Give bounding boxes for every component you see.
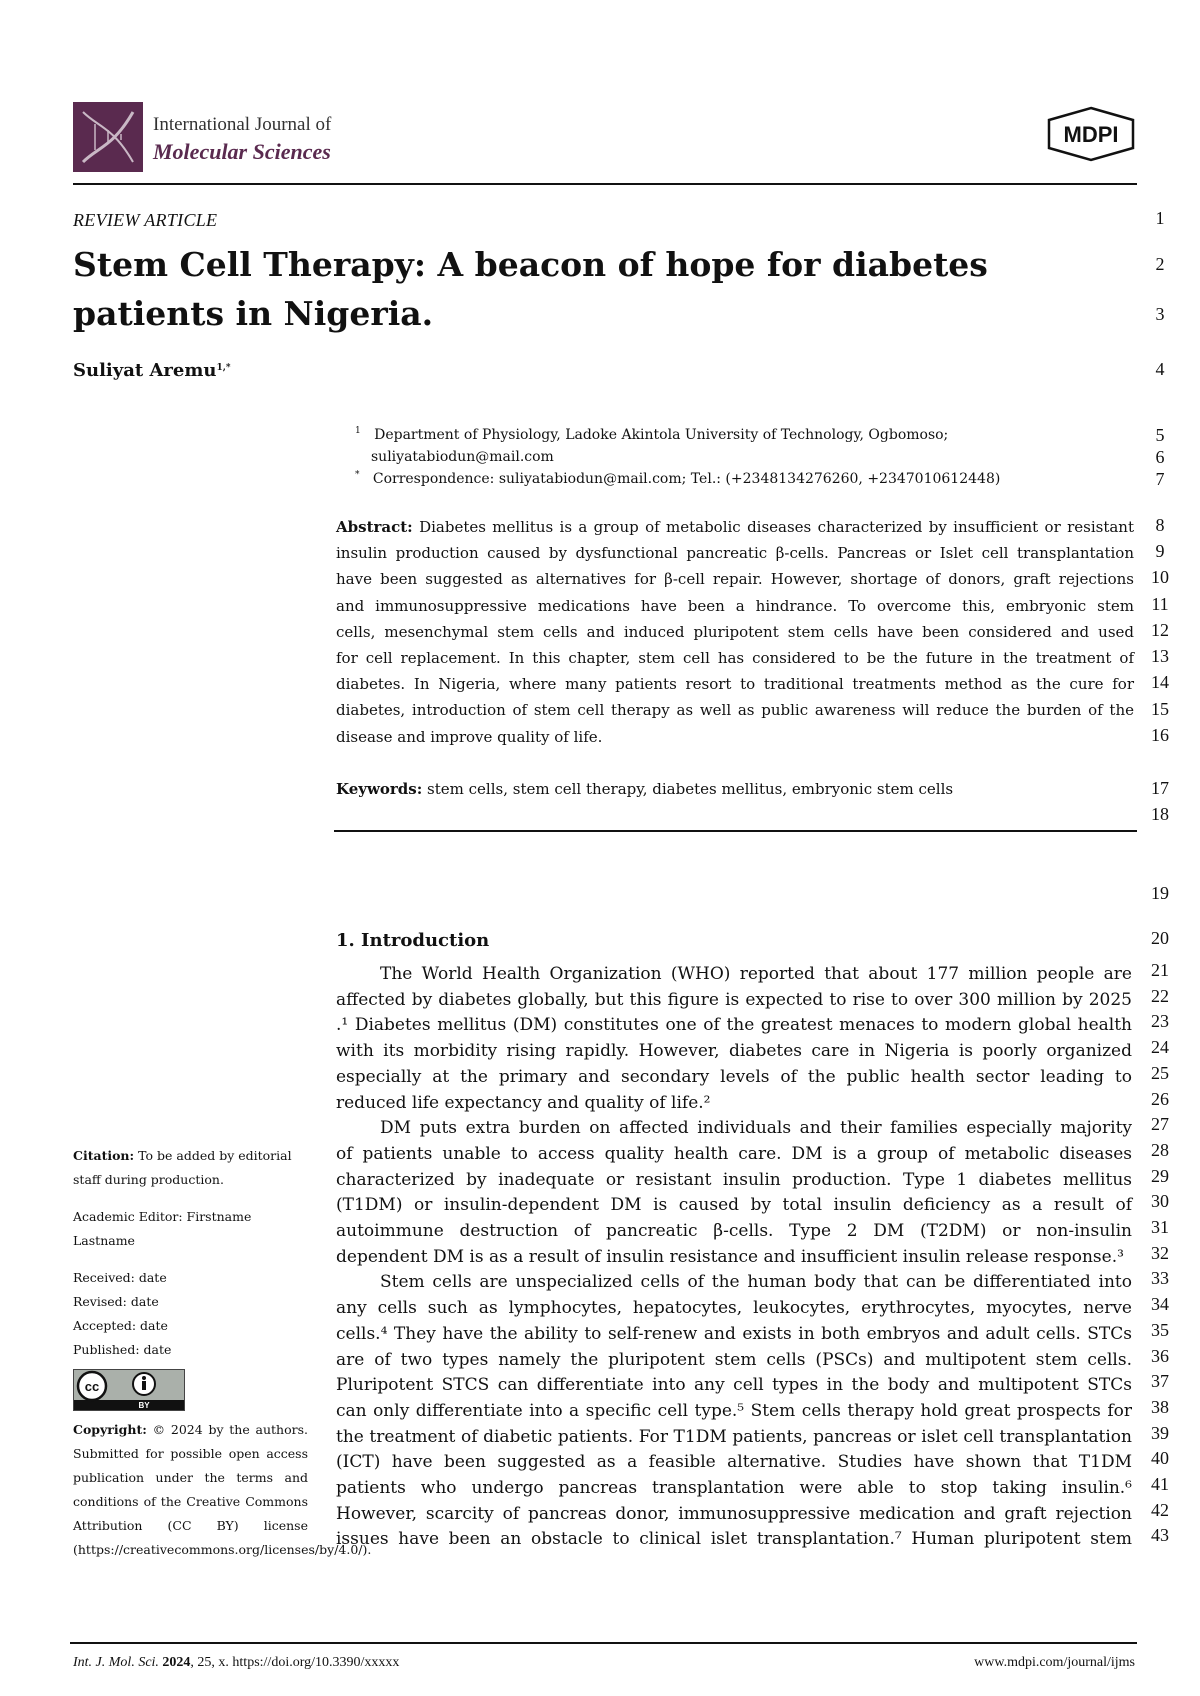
abstract-line — [336, 700, 1134, 720]
abstract-line — [336, 517, 1134, 537]
paragraph-line: DM puts extra burden on affected individuals and their families especially majority — [380, 1118, 1132, 1139]
line-number: 10 — [1151, 567, 1169, 587]
abstract-line — [336, 622, 1134, 642]
abstract-line — [336, 596, 1134, 616]
journal-name-line2: Molecular Sciences — [153, 139, 331, 164]
header-divider — [73, 183, 1137, 185]
line-number: 11 — [1151, 594, 1169, 614]
paragraph-line: The World Health Organization (WHO) reported that about 177 million people are — [380, 964, 1132, 984]
abstract-text: Diabetes mellitus is a group of metabolic diseases characterized by insufficient or resistant — [419, 518, 1134, 536]
abstract-text: insulin production caused by dysfunctional pancreatic β-cells. Pancreas or Islet cell transplantation — [336, 544, 1134, 563]
copyright-label: Copyright: — [73, 1422, 147, 1437]
line-number: 6 — [1155, 447, 1165, 467]
footer-journal-url[interactable]: www.mdpi.com/journal/ijms — [974, 1655, 1135, 1670]
line-number: 37 — [1151, 1371, 1169, 1392]
footer-doi[interactable]: , 25, x. https://doi.org/10.3390/xxxxx — [190, 1655, 400, 1670]
paragraph-line: the treatment of diabetic patients. For T1DM patients, pancreas or islet cell transplantation — [336, 1426, 1132, 1447]
line-number: 5 — [1155, 425, 1165, 445]
abstract-line — [336, 727, 1134, 747]
line-number: 21 — [1151, 960, 1169, 980]
mdpi-hexagon-icon — [1045, 106, 1137, 162]
line-number: 41 — [1151, 1474, 1169, 1494]
line-number: 32 — [1151, 1242, 1169, 1263]
line-number: 22 — [1151, 985, 1169, 1006]
paragraph-line: cells.⁴ They have the ability to self-renew and exists in both embryos and adult cells. STCs — [336, 1323, 1132, 1344]
correspondence — [355, 471, 1000, 487]
footer-divider — [70, 1642, 1137, 1644]
received-date: Received: date — [73, 1270, 167, 1285]
paragraph-line: .¹ Diabetes mellitus (DM) constitutes one of the greatest menaces to modern global health — [336, 1015, 1132, 1036]
line-number: 15 — [1151, 699, 1169, 719]
paragraph-line: patients who undergo pancreas transplantation were able to stop taking insulin.⁶ — [336, 1478, 1132, 1498]
journal-name-line1: International Journal of — [153, 114, 332, 135]
paragraph-line: However, scarcity of pancreas donor, immunosuppressive medication and graft rejection — [336, 1503, 1132, 1524]
paragraph-line: dependent DM is as a result of insulin resistance and insufficient insulin release response.³ — [336, 1246, 1124, 1267]
paragraph-line: autoimmune destruction of pancreatic β-cells. Type 2 DM (T2DM) or non-insulin — [336, 1221, 1132, 1241]
line-number: 3 — [1155, 304, 1165, 324]
abstract-text: cells, mesenchymal stem cells and induced pluripotent stem cells have been considered and used — [336, 622, 1134, 641]
line-number: 36 — [1151, 1345, 1169, 1366]
dna-helix-icon — [73, 102, 143, 172]
copyright-note — [73, 1418, 372, 1562]
paragraph-line: affected by diabetes globally, but this figure is expected to rise to over 300 million by 2025 — [336, 989, 1132, 1010]
abstract-label: Abstract: — [336, 518, 413, 536]
line-number: 30 — [1151, 1191, 1169, 1212]
footer-journal: Int. J. Mol. Sci. — [73, 1655, 159, 1670]
abstract-text: for cell replacement. In this chapter, stem cell has considered to be the future in the treatment of — [336, 649, 1134, 667]
license-badge-label: BY — [138, 1401, 150, 1410]
line-number: 25 — [1151, 1062, 1169, 1083]
paragraph-line: especially at the primary and secondary levels of the public health sector leading to — [336, 1066, 1132, 1087]
affiliation-text: Department of Physiology, Ladoke Akintola University of Technology, Ogbomoso; — [374, 427, 949, 443]
author-mark: 1,* — [216, 363, 231, 373]
line-number: 1 — [1155, 208, 1165, 228]
line-number: 14 — [1151, 672, 1169, 692]
citation-note — [73, 1144, 308, 1192]
keywords-label: Keywords: — [336, 780, 423, 798]
abstract-text: diabetes. In Nigeria, where many patients resort to traditional treatments method as the cure for — [336, 675, 1134, 694]
line-number: 8 — [1155, 515, 1165, 535]
paragraph-line: Stem cells are unspecialized cells of the human body that can be differentiated into — [380, 1272, 1132, 1293]
keywords-text: stem cells, stem cell therapy, diabetes mellitus, embryonic stem cells — [427, 780, 954, 798]
copyright-text: © 2024 by the authors. Submitted for possible open access publication under the terms and conditions of the Creative Commons Attribution (CC BY) license (https://creativecommons.org/licenses/by/4.0/). — [73, 1422, 372, 1557]
line-number: 16 — [1151, 725, 1169, 745]
paragraph-line: issues have been an obstacle to clinical islet transplantation.⁷ Human pluripotent stem — [336, 1529, 1132, 1550]
line-number: 9 — [1155, 541, 1165, 561]
affiliation-mark: 1 — [355, 426, 361, 436]
line-number: 17 — [1151, 778, 1169, 798]
line-number: 43 — [1151, 1525, 1169, 1546]
footer-citation — [73, 1655, 399, 1671]
abstract-text: have been suggested as alternatives for β-cell repair. However, shortage of donors, graft rejections — [336, 570, 1134, 589]
line-number: 23 — [1151, 1011, 1169, 1032]
line-number: 38 — [1151, 1396, 1169, 1417]
line-number: 24 — [1151, 1037, 1169, 1058]
academic-editor: Academic Editor: Firstname Lastname — [73, 1209, 252, 1248]
journal-logo — [73, 102, 143, 172]
line-number: 2 — [1155, 254, 1165, 274]
line-number: 26 — [1151, 1088, 1169, 1109]
abstract-line — [336, 648, 1134, 668]
author-name — [73, 360, 231, 381]
abstract-text: diabetes, introduction of stem cell therapy as well as public awareness will reduce the burden of the — [336, 701, 1134, 720]
footer-year: 2024 — [162, 1655, 191, 1670]
paragraph-line: reduced life expectancy and quality of life.² — [336, 1092, 711, 1113]
abstract-divider — [334, 830, 1137, 832]
paragraph-line: (ICT) have been suggested as a feasible alternative. Studies have shown that T1DM — [336, 1452, 1132, 1473]
author-text: Suliyat Aremu — [73, 360, 217, 381]
abstract-line — [336, 543, 1134, 563]
paragraph-line: (T1DM) or insulin-dependent DM is caused by total insulin deficiency as a result of — [336, 1195, 1132, 1216]
publisher-logo — [1045, 106, 1137, 162]
paragraph-line: of patients unable to access quality health care. DM is a group of metabolic diseases — [336, 1143, 1132, 1164]
citation-text: To be added by editorial staff during production. — [73, 1148, 292, 1187]
abstract-text: and immunosuppressive medications have been a hindrance. To overcome this, embryonic stem — [336, 596, 1134, 615]
line-number: 39 — [1151, 1422, 1169, 1443]
line-number: 18 — [1151, 804, 1169, 824]
line-number: 29 — [1151, 1165, 1169, 1186]
affiliation-1 — [355, 427, 948, 443]
line-number: 7 — [1155, 469, 1165, 489]
paragraph-line: are of two types namely the pluripotent stem cells (PSCs) and multipotent stem cells. — [336, 1349, 1132, 1370]
revised-date: Revised: date — [73, 1294, 159, 1309]
line-number: 31 — [1151, 1217, 1169, 1237]
paragraph-line: Pluripotent STCS can differentiate into any cell types in the body and multipotent STCs — [336, 1375, 1132, 1396]
line-number: 35 — [1151, 1319, 1169, 1340]
abstract-line — [336, 674, 1134, 694]
abstract-text: disease and improve quality of life. — [336, 727, 603, 746]
svg-text:cc: cc — [84, 1379, 100, 1394]
line-number: 4 — [1155, 359, 1165, 379]
affiliation-text: suliyatabiodun@mail.com — [371, 449, 554, 465]
line-number: 13 — [1151, 646, 1169, 666]
line-number: 20 — [1151, 928, 1169, 948]
line-number: 19 — [1151, 883, 1169, 903]
published-date: Published: date — [73, 1342, 172, 1357]
line-number: 12 — [1151, 620, 1169, 640]
line-number: 28 — [1151, 1139, 1169, 1160]
affiliation-email — [371, 449, 554, 465]
paragraph-line: any cells such as lymphocytes, hepatocytes, leukocytes, erythrocytes, myocytes, nerve — [336, 1298, 1132, 1319]
line-number: 33 — [1151, 1268, 1169, 1289]
affiliation-text: Correspondence: suliyatabiodun@mail.com; Tel.: (+2348134276260, +2347010612448) — [372, 471, 1001, 487]
line-number: 42 — [1151, 1499, 1169, 1520]
affiliation-mark: * — [355, 470, 360, 480]
line-number: 34 — [1151, 1294, 1169, 1315]
line-number: 27 — [1151, 1114, 1169, 1135]
citation-label: Citation: — [73, 1148, 135, 1163]
publisher-name: MDPI — [1063, 122, 1119, 147]
abstract-line — [336, 569, 1134, 589]
paragraph-line: can only differentiate into a specific cell type.⁵ Stem cells therapy hold great prospects for — [336, 1400, 1132, 1421]
line-number: 40 — [1151, 1448, 1169, 1469]
article-type: REVIEW ARTICLE — [73, 210, 218, 230]
keywords — [336, 780, 953, 798]
paragraph-line: with its morbidity rising rapidly. However, diabetes care in Nigeria is poorly organized — [336, 1041, 1132, 1062]
accepted-date: Accepted: date — [73, 1318, 168, 1333]
cc-by-license-badge — [73, 1369, 185, 1411]
article-title: Stem Cell Therapy: A beacon of hope for diabetes patients in Nigeria. — [73, 245, 988, 333]
paragraph-line: characterized by inadequate or resistant insulin production. Type 1 diabetes mellitus — [336, 1169, 1132, 1190]
section-heading: 1. Introduction — [336, 930, 490, 951]
